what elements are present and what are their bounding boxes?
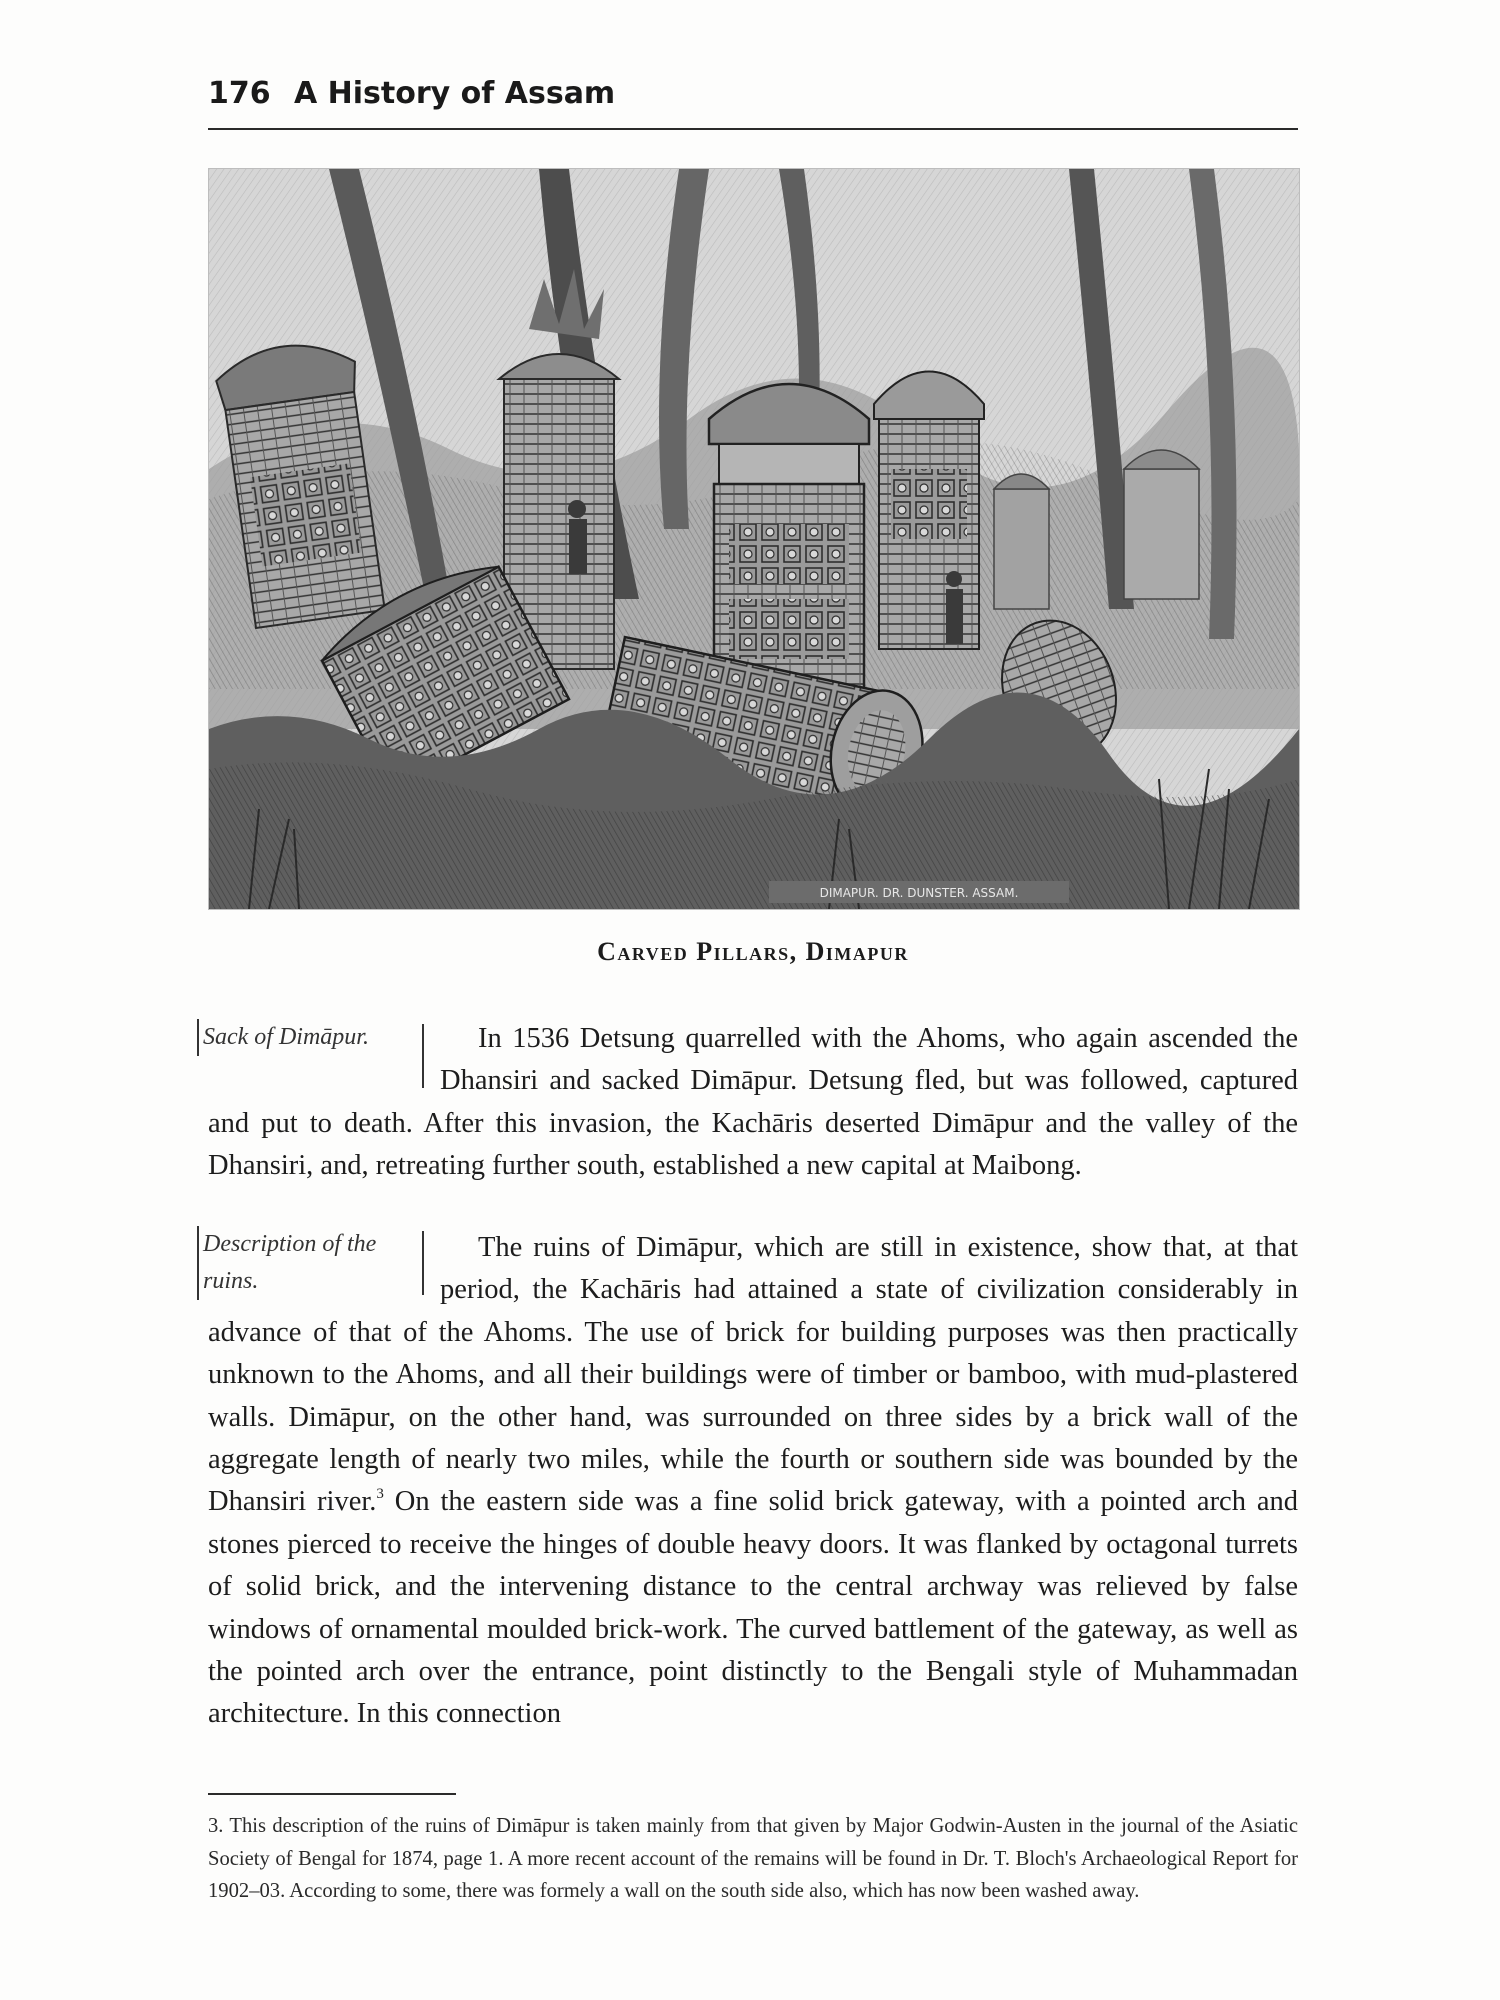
figure-caption: Carved Pillars, Dimapur bbox=[597, 937, 909, 966]
sidenote-sack-of-dimapur: Sack of Dimāpur. bbox=[197, 1019, 425, 1056]
carved-pillars-engraving bbox=[208, 168, 1300, 910]
sidenote-gap bbox=[208, 1227, 440, 1303]
footnote-rule bbox=[208, 1793, 456, 1795]
sidenote-gap bbox=[208, 1018, 440, 1094]
body-paragraph bbox=[208, 1227, 1298, 1736]
footnote-reference[interactable]: 3 bbox=[376, 1486, 384, 1503]
page-number: 176 bbox=[208, 76, 271, 111]
paragraph-text: In 1536 Detsung quarrelled with the Ahoms, who again ascended the Dhansiri and sacked Dimāpur. Detsung fled, but was followed, captured and put to death. After this invasion, the Kachāris deserted Dimāpur and the valley of the Dhansiri, and, retreating further south, established a new capital at Maibong. bbox=[208, 1023, 1298, 1182]
engraving-illustration-icon bbox=[209, 169, 1299, 909]
book-title: A History of Assam bbox=[294, 76, 616, 111]
paragraph-text: The ruins of Dimāpur, which are still in existence, show that, at that period, the Kachāris had attained a state of civilization considerably in advance of that of the Ahoms. The use of brick for building purposes was then practically unknown to the Ahoms, and all their buildings were of timber or bamboo, with mud-plastered walls. Dimāpur, on the other hand, was surrounded on three sides by a brick wall of the aggregate length of nearly two miles, while the fourth or southern side was bounded by the Dhansiri river. bbox=[208, 1232, 1298, 1518]
engraving-inscription: DIMAPUR. DR. DUNSTER. ASSAM. bbox=[819, 886, 1019, 900]
running-header bbox=[208, 68, 1298, 130]
sidenote-description-of-ruins: Description of the ruins. bbox=[197, 1226, 425, 1300]
footnote: 3. This description of the ruins of Dimāpur is taken mainly from that given by Major Godwin-Austen in the journal of the Asiatic Society of Bengal for 1874, page 1. A more recent account of the remains will be found in Dr. T. Bloch's Archaeological Report for 1902–03. According to some, there was formely a wall on the south side also, which has now been washed away. bbox=[208, 1815, 1298, 1902]
body-paragraph bbox=[208, 1018, 1298, 1188]
paragraph-continuation: On the eastern side was a fine solid brick gateway, with a pointed arch and stones pierced to receive the hinges of double heavy doors. It was flanked by octagonal turrets of solid brick, and the intervening distance to the central archway was relieved by false windows of ornamental moulded brick-work. The curved battlement of the gateway, as well as the pointed arch over the entrance, point distinctly to the Bengali style of Muhammadan architecture. In this connection bbox=[208, 1486, 1298, 1730]
